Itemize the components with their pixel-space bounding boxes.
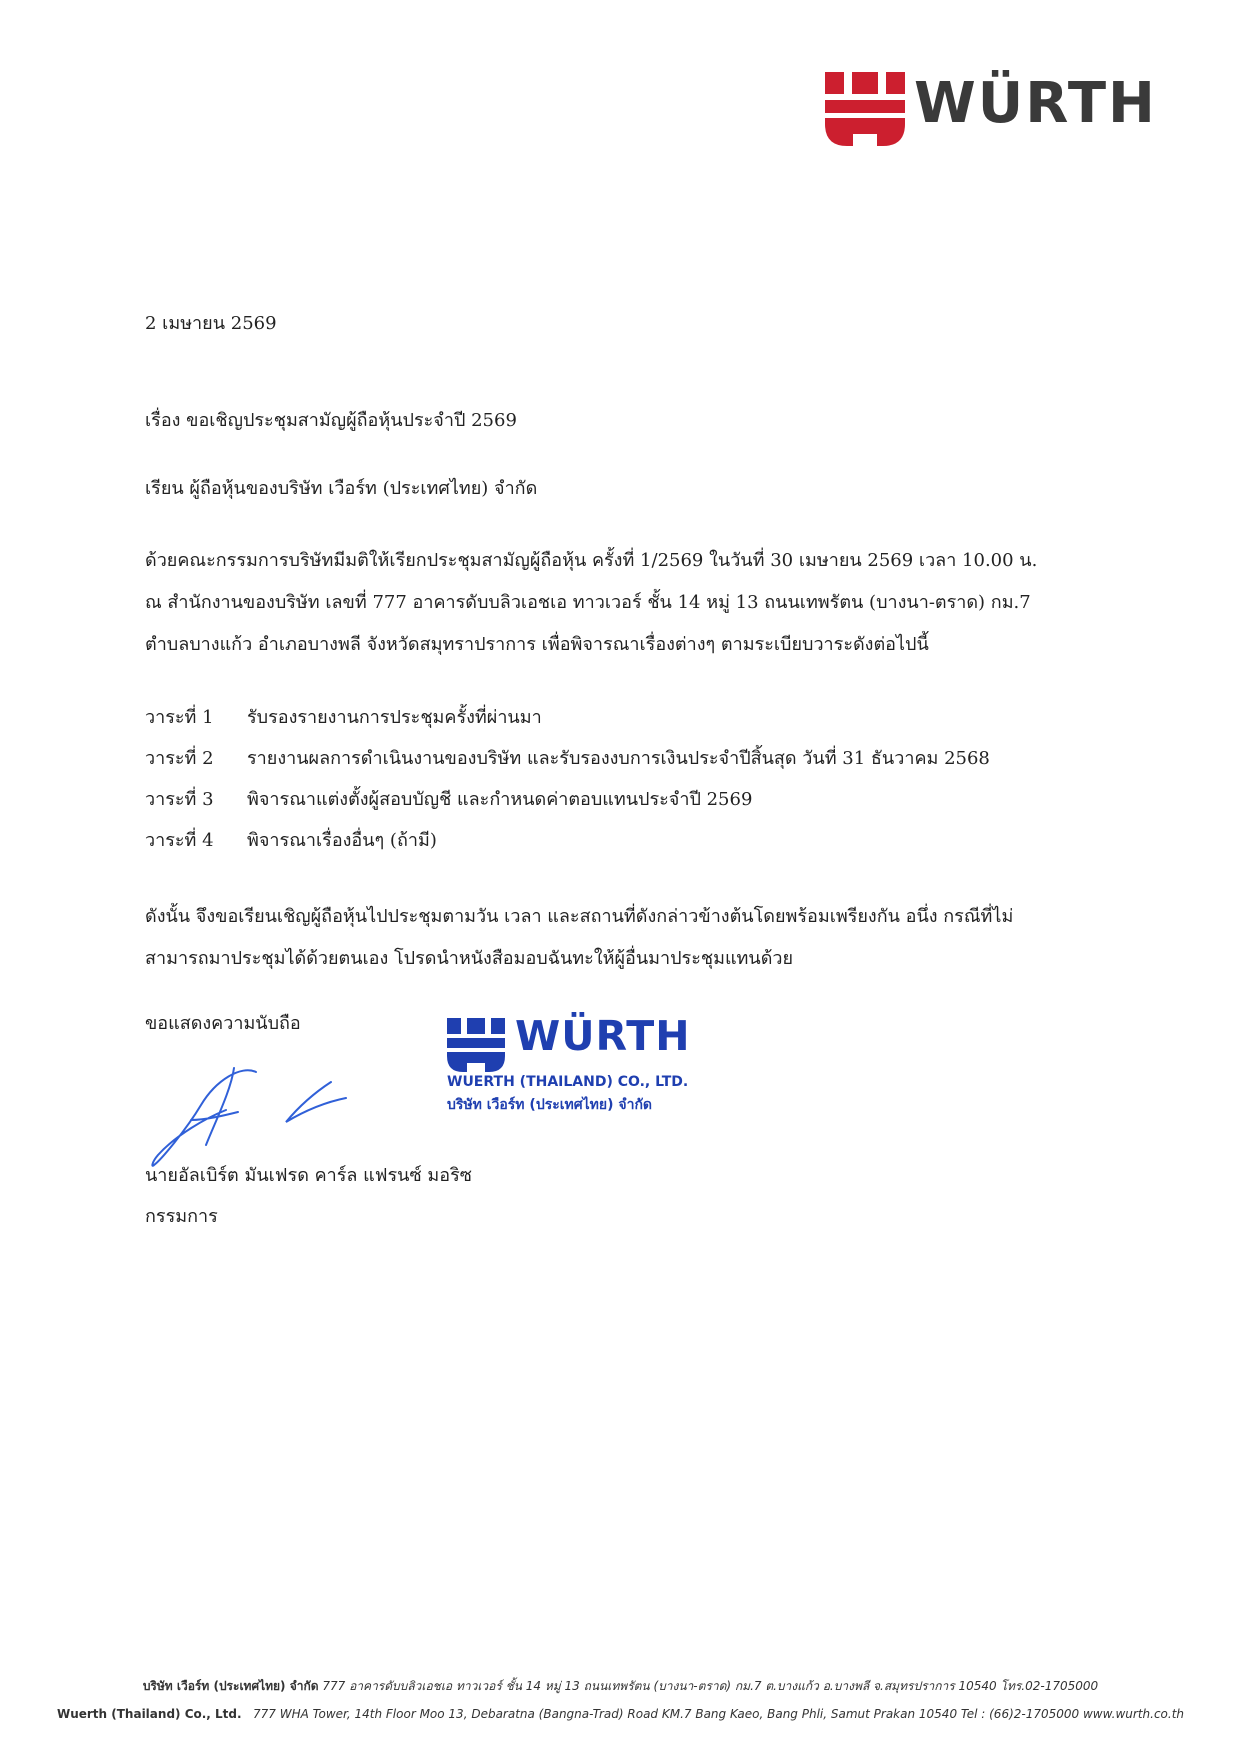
footer-thai-address: 777 อาคารดับบลิวเอชเอ ทาวเวอร์ ชั้น 14 หมู่ 13 ถนนเทพรัตน (บางนา-ตราด) กม.7 ต.บางแก้ว อ.บางพลี จ.สมุทรปราการ 10540 โทร.02-1705000: [322, 1679, 1099, 1693]
agenda-list: [145, 697, 990, 861]
footer-english-address: 777 WHA Tower, 14th Floor Moo 13, Debaratna (Bangna-Trad) Road KM.7 Bang Kaeo, Bang Phli, Samut Prakan 10540 Tel : (66)2-1705000 www.wurth.co.th: [253, 1707, 1185, 1721]
company-stamp: [447, 1012, 717, 1128]
footer-thai-company: บริษัท เวือร์ท (ประเทศไทย) จำกัด: [142, 1679, 319, 1693]
letter-date: 2 เมษายน 2569: [145, 313, 277, 334]
intro-paragraph: [145, 540, 1125, 666]
signer-name: นายอัลเบิร์ต มันเฟรด คาร์ล แฟรนซ์ มอริซ: [145, 1165, 472, 1186]
stamp-logo-icon: [447, 1018, 505, 1072]
footer-english-company: Wuerth (Thailand) Co., Ltd.: [56, 1707, 242, 1721]
agenda-text: รับรองรายงานการประชุมครั้งที่ผ่านมา: [247, 707, 542, 728]
intro-line: ด้วยคณะกรรมการบริษัทมีมติให้เรียกประชุมสามัญผู้ถือหุ้น ครั้งที่ 1/2569 ในวันที่ 30 เมษายน 2569 เวลา 10.00 น.: [145, 550, 1038, 571]
wurth-logo-icon: [825, 72, 905, 146]
agenda-item: [145, 697, 990, 738]
wurth-logo: [825, 72, 1165, 148]
agenda-item: [145, 820, 990, 861]
agenda-number: วาระที่ 2: [145, 748, 214, 769]
stamp-logo-text: WÜRTH: [515, 1012, 691, 1060]
closing-paragraph: [145, 896, 1125, 980]
agenda-text: พิจารณาเรื่องอื่นๆ (ถ้ามี): [247, 830, 437, 851]
agenda-text: พิจารณาแต่งตั้งผู้สอบบัญชี และกำหนดค่าตอบแทนประจำปี 2569: [247, 789, 753, 810]
agenda-number: วาระที่ 3: [145, 789, 214, 810]
handwritten-signature: [146, 1060, 366, 1170]
letter-recipient: เรียน ผู้ถือหุ้นของบริษัท เวือร์ท (ประเทศไทย) จำกัด: [145, 478, 538, 499]
signer-title: กรรมการ: [145, 1206, 218, 1227]
closing-line: สามารถมาประชุมได้ด้วยตนเอง โปรดนำหนังสือมอบฉันทะให้ผู้อื่นมาประชุมแทนด้วย: [145, 948, 794, 969]
footer-english: [0, 1707, 1241, 1721]
intro-line: ณ สำนักงานของบริษัท เลขที่ 777 อาคารดับบลิวเอชเอ ทาวเวอร์ ชั้น 14 หมู่ 13 ถนนเทพรัตน (บางนา-ตราด) กม.7: [145, 592, 1031, 613]
agenda-item: [145, 779, 990, 820]
regards-text: ขอแสดงความนับถือ: [145, 1013, 301, 1034]
agenda-text: รายงานผลการดำเนินงานของบริษัท และรับรองงบการเงินประจำปีสิ้นสุด วันที่ 31 ธันวาคม 2568: [247, 748, 990, 769]
closing-line: ดังนั้น จึงขอเรียนเชิญผู้ถือหุ้นไปประชุมตามวัน เวลา และสถานที่ดังกล่าวข้างต้นโดยพร้อมเพรียงกัน อนึ่ง กรณีที่ไม่: [145, 906, 1014, 927]
agenda-item: [145, 738, 990, 779]
footer-thai: [0, 1677, 1241, 1696]
agenda-number: วาระที่ 1: [145, 707, 214, 728]
stamp-english-name: WUERTH (THAILAND) CO., LTD.: [447, 1074, 689, 1090]
stamp-thai-name: บริษัท เวือร์ท (ประเทศไทย) จำกัด: [447, 1097, 653, 1113]
agenda-number: วาระที่ 4: [145, 830, 214, 851]
wurth-logo-text: WÜRTH: [914, 71, 1157, 136]
intro-line: ตำบลบางแก้ว อำเภอบางพลี จังหวัดสมุทราปราการ เพื่อพิจารณาเรื่องต่างๆ ตามระเบียบวาระดังต่อไปนี้: [145, 634, 929, 655]
letter-subject: เรื่อง ขอเชิญประชุมสามัญผู้ถือหุ้นประจำปี 2569: [145, 410, 517, 431]
